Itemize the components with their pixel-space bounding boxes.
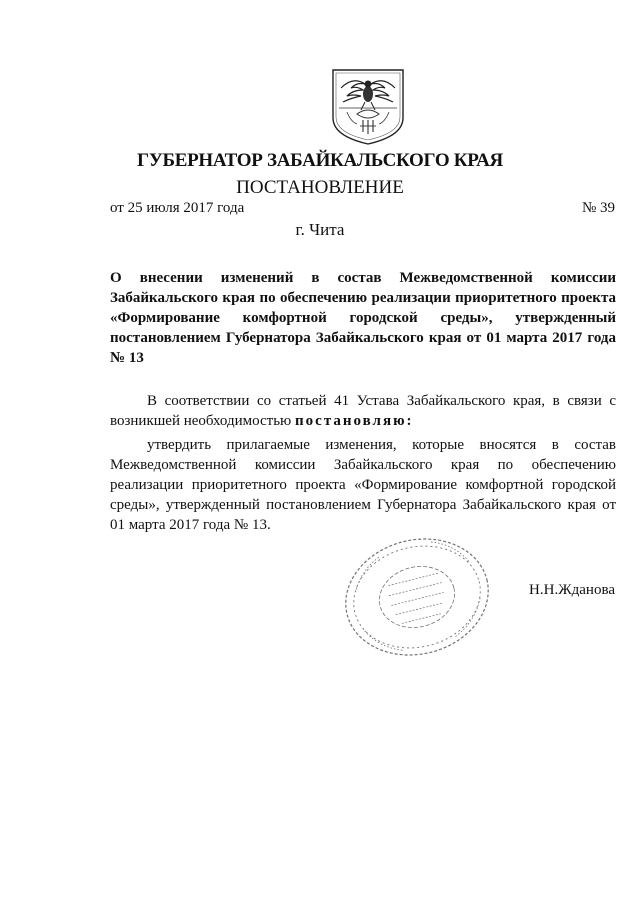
legal-basis-text: В соответствии со статьей 41 Устава Забайкальского края, в связи с возникшей необходимостью <box>110 393 616 429</box>
signatory-name: Н.Н.Жданова <box>529 582 615 598</box>
coat-of-arms-emblem <box>327 66 409 146</box>
document-type: ПОСТАНОВЛЕНИЕ <box>236 177 404 198</box>
official-seal-stamp <box>340 535 495 660</box>
decree-body-paragraph: утвердить прилагаемые изменения, которые вносятся в состав Межведомственной комиссии Забайкальского края по обеспечению реализации приоритетного проекта «Формирование комфортной городской среды», утвержденный постановлением Губернатора Забайкальского края от 01 марта 2017 года № 13. <box>110 437 616 533</box>
issuing-authority: ГУБЕРНАТОР ЗАБАЙКАЛЬСКОГО КРАЯ <box>137 150 503 171</box>
document-date: от 25 июля 2017 года <box>110 200 245 216</box>
decree-word: постановляю: <box>295 413 414 429</box>
document-subject: О внесении изменений в состав Межведомственной комиссии Забайкальского края по обеспечению реализации приоритетного проекта «Формирование комфортной городской среды», утвержденный постановлением Губернатора Забайкальского края от 01 марта 2017 года № 13 <box>110 270 616 366</box>
document-number: № 39 <box>581 200 615 216</box>
document-city: г. Чита <box>295 220 345 239</box>
legal-basis-paragraph <box>110 391 616 431</box>
